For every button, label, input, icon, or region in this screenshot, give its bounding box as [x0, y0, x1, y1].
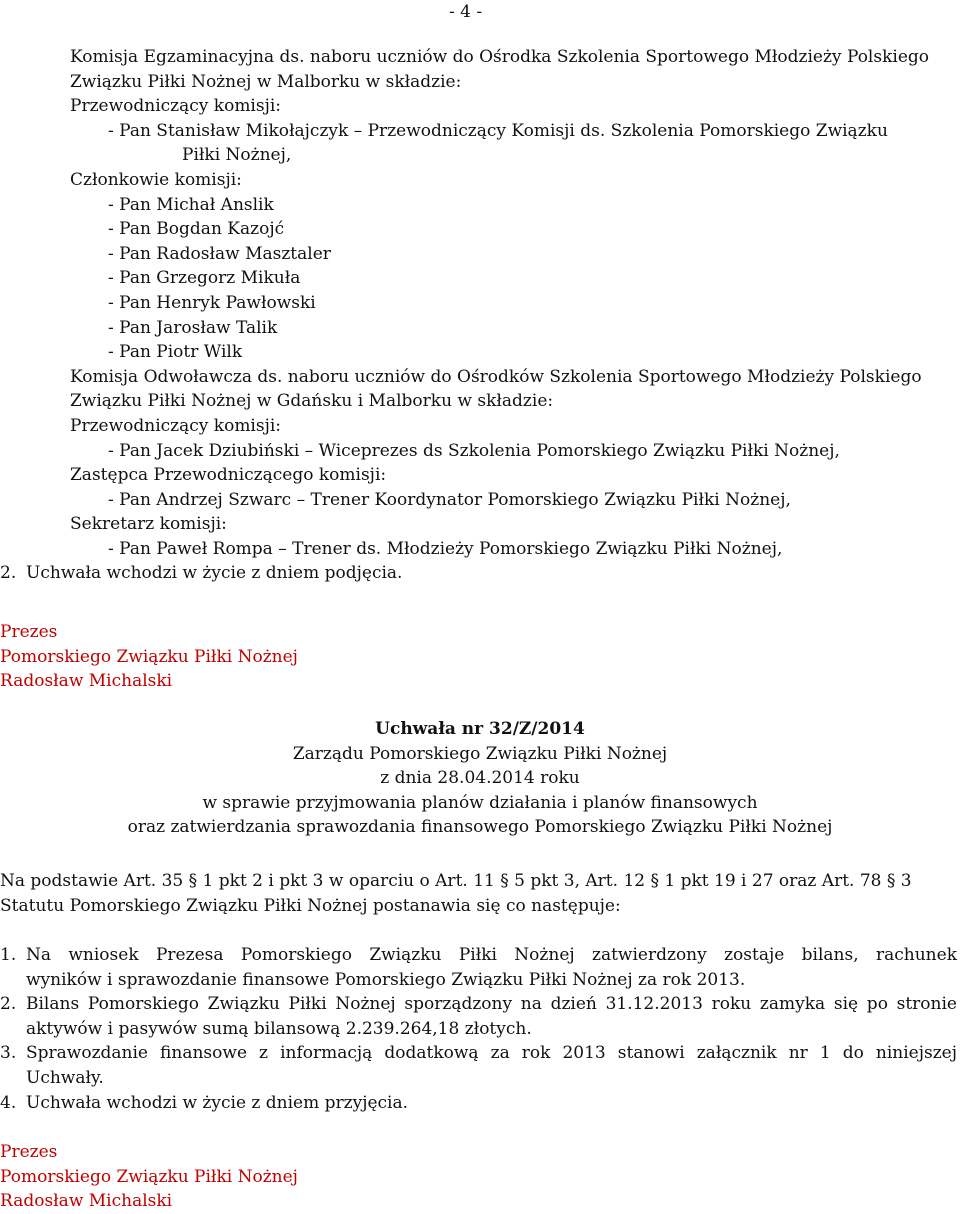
list-item: - Pan Michał Anslik: [108, 194, 274, 215]
numbered-point: [0, 943, 957, 992]
list-item: - Pan Andrzej Szwarc – Trener Koordynator Pomorskiego Związku Piłki Nożnej,: [108, 489, 791, 510]
signature-title: Prezes: [0, 1142, 58, 1162]
point-number: 3.: [0, 1043, 17, 1064]
resolution-title: Uchwała nr 32/Z/2014: [375, 719, 585, 739]
signature-block: [0, 620, 960, 694]
resolution-subject: oraz zatwierdzania sprawozdania finansowego Pomorskiego Związku Piłki Nożnej: [127, 817, 833, 838]
list-item: - Pan Jacek Dziubiński – Wiceprezes ds Szkolenia Pomorskiego Związku Piłki Nożnej,: [108, 440, 840, 461]
point-text: Bilans Pomorskiego Związku Piłki Nożnej sporządzony na dzień 31.12.2013 roku zamyka się po stronie: [26, 994, 957, 1015]
resolution-points: [0, 943, 960, 1115]
signature-block: [0, 1140, 960, 1214]
signature-name: Radosław Michalski: [0, 1191, 173, 1212]
resolution-date: z dnia 28.04.2014 roku: [380, 768, 580, 789]
point-text: aktywów i pasywów sumą bilansową 2.239.264,18 złotych.: [26, 1018, 532, 1039]
signature-org: Pomorskiego Związku Piłki Nożnej: [0, 1166, 298, 1187]
list-item: - Pan Grzegorz Mikuła: [108, 268, 301, 289]
numbered-point: [0, 992, 957, 1041]
point-text: Sprawozdanie finansowe z informacją dodatkową za rok 2013 stanowi załącznik nr 1 do niniejszej: [26, 1043, 957, 1064]
page-number: - 4 -: [449, 2, 483, 22]
text-line: Piłki Nożnej,: [182, 145, 292, 166]
text-line: Zastępca Przewodniczącego komisji:: [70, 465, 387, 486]
text-line: Związku Piłki Nożnej w Malborku w składzie:: [70, 71, 462, 92]
text-line: Przewodniczący komisji:: [70, 96, 282, 117]
numbered-point: [0, 561, 957, 586]
point-number: 4.: [0, 1092, 17, 1113]
list-item: - Pan Bogdan Kazojć: [108, 219, 285, 240]
text-line: Na podstawie Art. 35 § 1 pkt 2 i pkt 3 w oparciu o Art. 11 § 5 pkt 3, Art. 12 § 1 pkt 19 i 27 oraz Art. 78 § 3: [0, 871, 912, 891]
list-item: - Pan Jarosław Talik: [108, 317, 278, 338]
point-number: 2.: [0, 994, 17, 1015]
text-line: - Pan Stanisław Mikołajczyk – Przewodniczący Komisji ds. Szkolenia Pomorskiego Związku: [108, 120, 888, 141]
legal-basis: [0, 869, 960, 918]
point-text: Na wniosek Prezesa Pomorskiego Związku Piłki Nożnej zatwierdzony zostaje bilans, rachunek: [26, 945, 957, 965]
resolution-header: [0, 717, 960, 840]
text-line: Przewodniczący komisji:: [70, 415, 282, 436]
point-number: 1.: [0, 945, 17, 965]
text-line: Członkowie komisji:: [70, 169, 242, 190]
text-line: Komisja Egzaminacyjna ds. naboru uczniów do Ośrodka Szkolenia Sportowego Młodzieży Polskiego: [70, 47, 930, 67]
signature-title: Prezes: [0, 622, 58, 642]
text-line: Komisja Odwoławcza ds. naboru uczniów do Ośrodków Szkolenia Sportowego Młodzieży Polskiego: [70, 366, 922, 387]
text-line: Sekretarz komisji:: [70, 514, 227, 535]
signature-name: Radosław Michalski: [0, 671, 173, 692]
list-item: - Pan Henryk Pawłowski: [108, 292, 316, 313]
resolution-body: Zarządu Pomorskiego Związku Piłki Nożnej: [292, 743, 668, 764]
point-text: Uchwała wchodzi w życie z dniem przyjęcia.: [26, 1092, 409, 1113]
resolution-subject: w sprawie przyjmowania planów działania i planów finansowych: [202, 792, 758, 813]
numbered-point: [0, 1041, 957, 1090]
list-item: - Pan Paweł Rompa – Trener ds. Młodzieży Pomorskiego Związku Piłki Nożnej,: [108, 538, 783, 559]
point-number: 2.: [0, 563, 17, 584]
point-text: Uchwała wchodzi w życie z dniem podjęcia.: [26, 563, 403, 584]
point-text: wyników i sprawozdanie finansowe Pomorskiego Związku Piłki Nożnej za rok 2013.: [26, 969, 746, 990]
text-line: Związku Piłki Nożnej w Gdańsku i Malborku w składzie:: [70, 391, 554, 412]
committee-section: [0, 45, 960, 586]
list-item: - Pan Piotr Wilk: [108, 342, 243, 363]
list-item: - Pan Radosław Masztaler: [108, 243, 331, 264]
numbered-point: [0, 1091, 957, 1116]
signature-org: Pomorskiego Związku Piłki Nożnej: [0, 646, 298, 667]
text-line: Statutu Pomorskiego Związku Piłki Nożnej postanawia się co następuje:: [0, 895, 621, 916]
point-text: Uchwały.: [26, 1067, 104, 1088]
